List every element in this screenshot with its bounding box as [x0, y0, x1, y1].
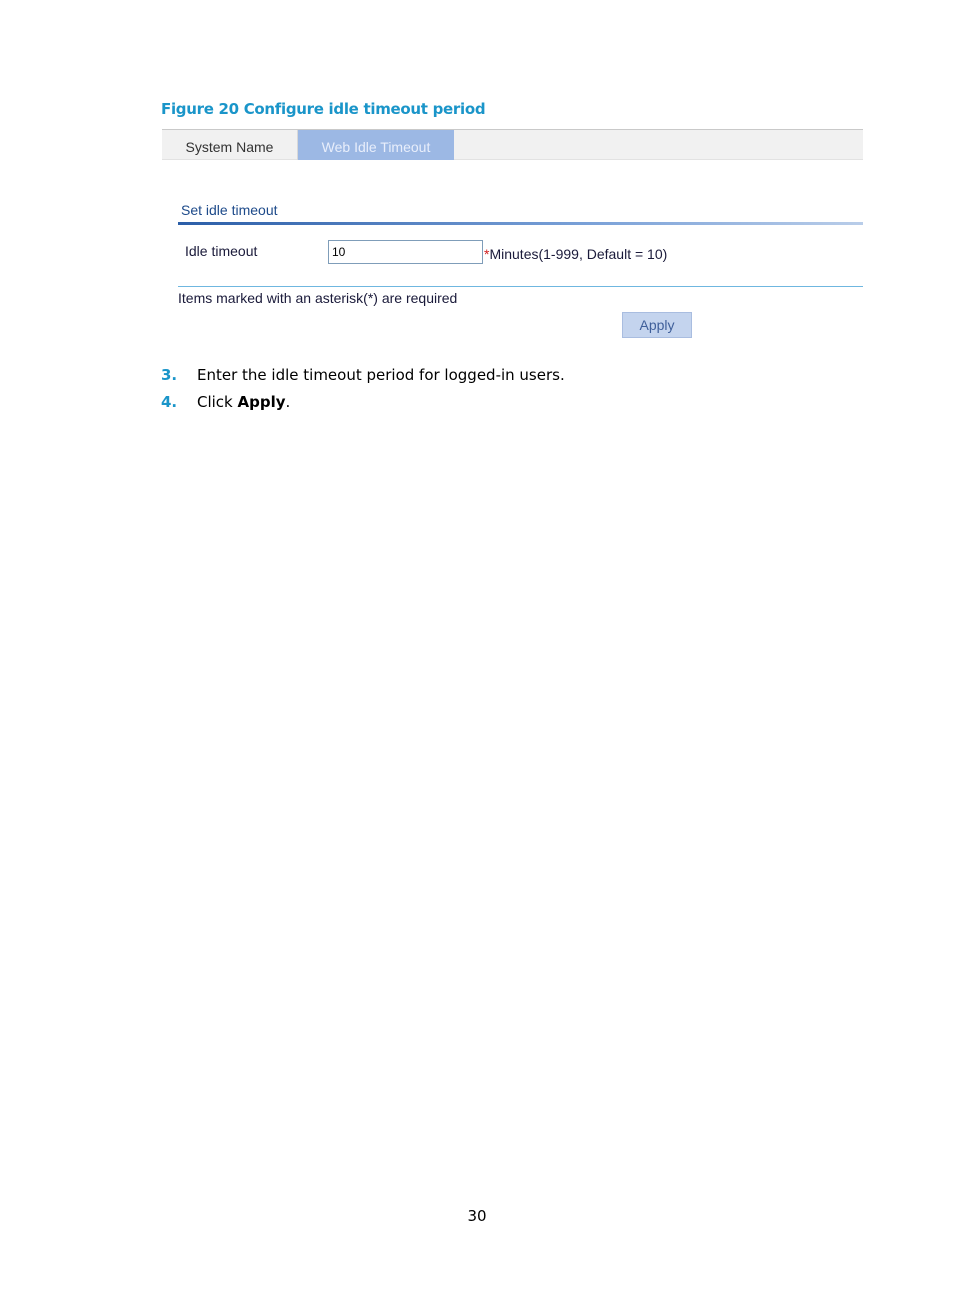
step-text [197, 393, 290, 411]
tab-system-name[interactable]: System Name [162, 130, 298, 160]
idle-timeout-input[interactable] [328, 240, 483, 264]
step-text-suffix: . [285, 393, 291, 411]
idle-timeout-hint [484, 246, 667, 262]
figure-caption: Figure 20 Configure idle timeout period [161, 100, 486, 118]
tab-bar [162, 129, 863, 160]
step-text-bold: Apply [237, 393, 286, 411]
page-number: 30 [467, 1207, 487, 1225]
required-note: Items marked with an asterisk(*) are required [178, 290, 458, 306]
hint-text: Minutes(1-999, Default = 10) [489, 246, 668, 262]
section-title: Set idle timeout [181, 202, 278, 218]
step-number: 3. [161, 366, 178, 384]
tab-web-idle-timeout[interactable]: Web Idle Timeout [298, 130, 454, 160]
required-asterisk: * [484, 246, 490, 262]
step-text: Enter the idle timeout period for logged-in users. [197, 366, 565, 384]
step-text-prefix: Click [197, 393, 238, 411]
ui-screenshot [162, 129, 863, 344]
apply-button[interactable]: Apply [622, 312, 692, 338]
step-number: 4. [161, 393, 178, 411]
footer-divider [178, 286, 863, 287]
section-divider [178, 222, 863, 225]
idle-timeout-label: Idle timeout [185, 243, 258, 259]
